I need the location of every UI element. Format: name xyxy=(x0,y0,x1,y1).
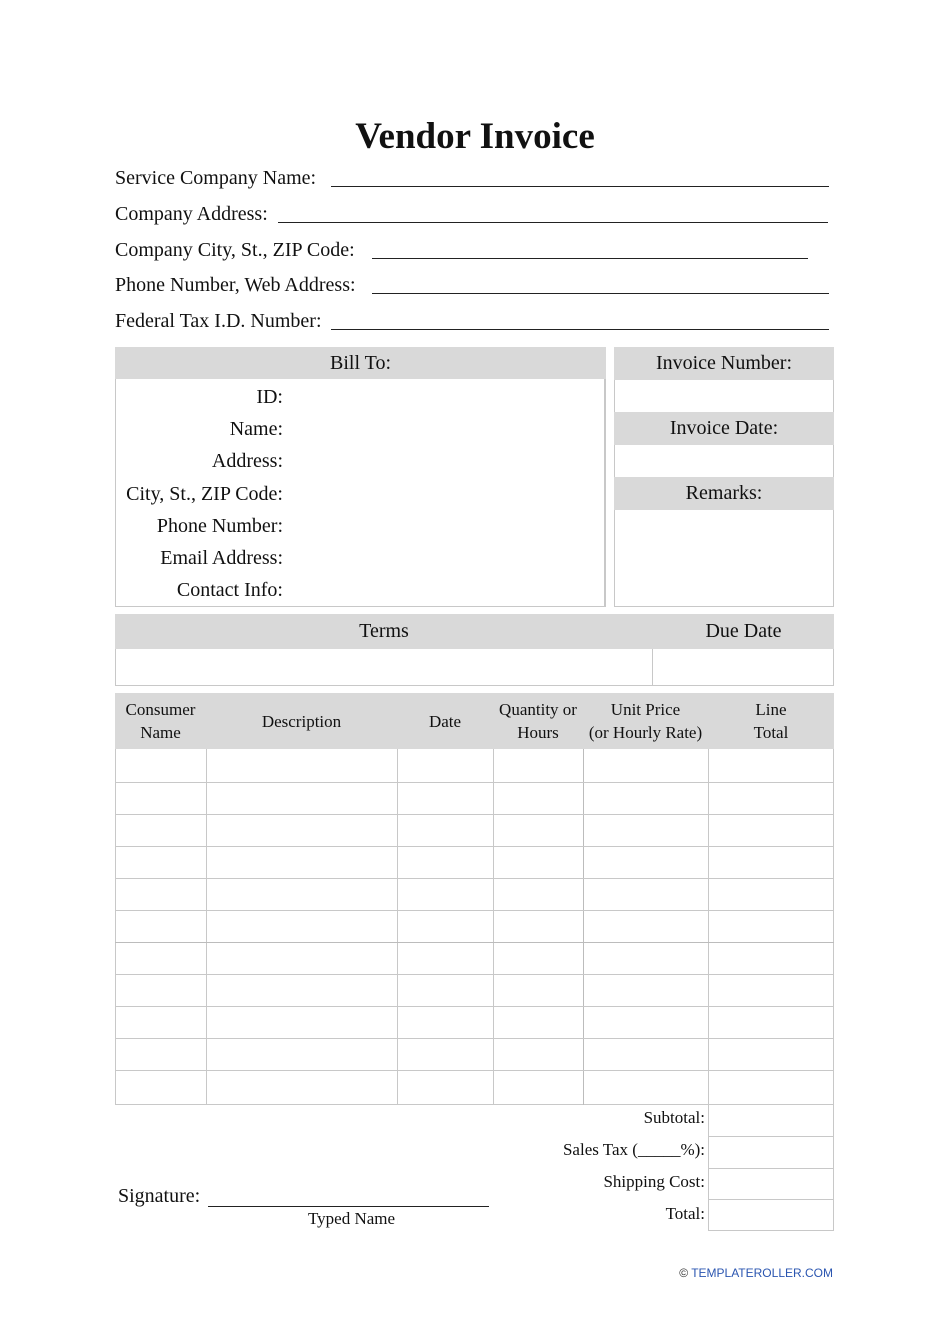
bill-to-contact-label: Contact Info: xyxy=(176,579,283,601)
invoice-date-input[interactable] xyxy=(615,446,833,476)
subtotal-input[interactable] xyxy=(708,1104,834,1137)
col-header-date: Date xyxy=(428,712,462,731)
footer-link[interactable] xyxy=(679,1266,833,1280)
phone-web-label: Phone Number, Web Address: xyxy=(115,274,356,296)
federal-tax-id-label: Federal Tax I.D. Number: xyxy=(115,310,322,332)
col-header-unit-price: Unit Price (or Hourly Rate) xyxy=(588,700,703,742)
bill-to-id-label: ID: xyxy=(256,386,283,408)
signature-label: Signature: xyxy=(118,1185,201,1207)
line-items-table xyxy=(115,693,834,1105)
service-company-name-input[interactable] xyxy=(331,186,829,187)
invoice-number-input[interactable] xyxy=(615,381,833,411)
bill-to-phone-label: Phone Number: xyxy=(156,515,283,537)
due-date-label: Due Date xyxy=(705,620,782,642)
company-city-zip-label: Company City, St., ZIP Code: xyxy=(115,239,355,261)
col-header-quantity: Quantity or Hours xyxy=(499,700,577,742)
bill-to-email-label: Email Address: xyxy=(160,547,283,569)
bill-to-address-label: Address: xyxy=(211,450,283,472)
signature-input[interactable] xyxy=(208,1206,489,1207)
subtotal-label: Subtotal: xyxy=(643,1108,705,1127)
sales-tax-label: Sales Tax (_____%): xyxy=(562,1140,705,1159)
bill-to-name-label: Name: xyxy=(229,418,283,440)
remarks-label: Remarks: xyxy=(614,477,834,510)
shipping-cost-label: Shipping Cost: xyxy=(603,1172,705,1191)
total-label: Total: xyxy=(665,1204,705,1223)
footer-site: TEMPLATEROLLER.COM xyxy=(691,1266,833,1280)
terms-label: Terms xyxy=(359,620,409,642)
typed-name-label: Typed Name xyxy=(307,1209,396,1228)
company-city-zip-input[interactable] xyxy=(372,258,808,259)
company-address-input[interactable] xyxy=(278,222,828,223)
due-date-input[interactable] xyxy=(654,650,833,685)
page-title: Vendor Invoice xyxy=(355,116,595,157)
phone-web-input[interactable] xyxy=(372,293,829,294)
col-header-line-total: Line Total xyxy=(753,700,789,742)
bill-to-header: Bill To: xyxy=(115,347,606,379)
copyright-symbol: © xyxy=(679,1266,689,1280)
total-input[interactable] xyxy=(708,1199,834,1231)
service-company-name-label: Service Company Name: xyxy=(115,167,317,189)
bill-to-city-zip-label: City, St., ZIP Code: xyxy=(126,483,283,505)
remarks-input[interactable] xyxy=(615,511,833,605)
terms-input[interactable] xyxy=(116,650,651,685)
company-address-label: Company Address: xyxy=(115,203,268,225)
col-header-description: Description xyxy=(261,712,342,731)
sales-tax-input[interactable] xyxy=(708,1136,834,1169)
shipping-cost-input[interactable] xyxy=(708,1168,834,1200)
federal-tax-id-input[interactable] xyxy=(331,329,829,330)
invoice-date-label: Invoice Date: xyxy=(614,412,834,445)
col-header-consumer-name: Consumer Name xyxy=(125,700,196,742)
invoice-number-label: Invoice Number: xyxy=(614,347,834,380)
